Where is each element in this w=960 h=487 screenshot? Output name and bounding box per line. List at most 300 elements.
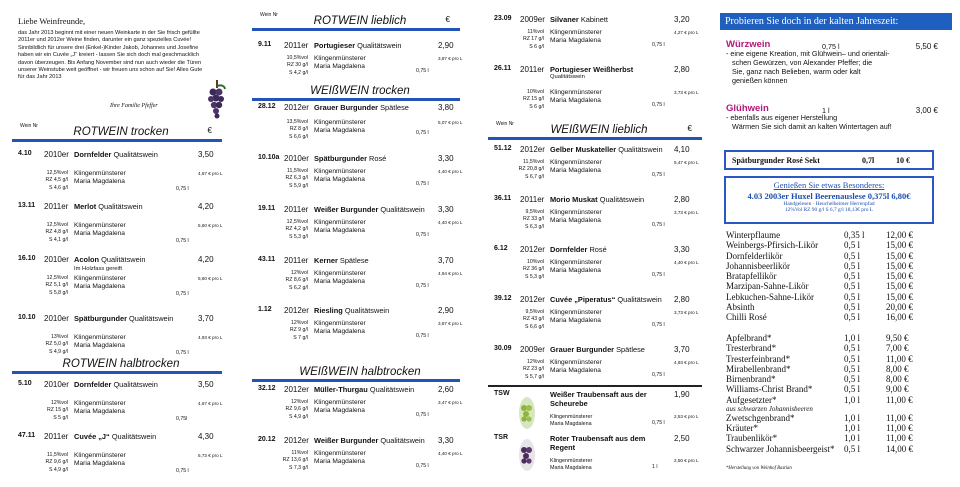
wine-year: 2010er [44, 150, 69, 159]
special-line [726, 191, 932, 201]
liqueur-qty: 0,5 l [844, 260, 861, 271]
wine-nr: 10.10 [18, 314, 36, 321]
wine-alcohol: 12%vol [50, 400, 68, 406]
brand-list [726, 333, 942, 454]
juice-place: Klingenmünsterer [550, 458, 593, 464]
wine-site: Maria Magdalena [550, 96, 601, 104]
wine-site: Maria Magdalena [74, 282, 125, 290]
wine-item [252, 385, 468, 435]
wine-specs [256, 270, 308, 292]
sekt-qty: 0,7l [862, 156, 875, 165]
wine-site: Maria Magdalena [550, 166, 601, 174]
wine-item [252, 436, 468, 486]
liqueur-qty: 0,5 l [844, 281, 861, 292]
wine-quality: Qualitätswein [344, 306, 390, 315]
wine-price: 3,30 [674, 245, 690, 254]
juice-origin [550, 458, 592, 471]
section-rule [12, 371, 222, 374]
wine-rz: RZ 5,1 g/l [45, 282, 68, 289]
wine-origin [550, 159, 602, 174]
wine-nr: 51.12 [494, 145, 512, 152]
wine-item [488, 15, 710, 65]
wine-price: 4,30 [198, 432, 214, 441]
column-4 [720, 0, 960, 487]
wine-specs [492, 159, 544, 181]
wine-price-per-liter: 3,87 € pro L [438, 321, 463, 326]
grapes-icon [208, 80, 226, 120]
wine-price-per-liter: 4,40 € pro L [438, 220, 463, 225]
brand-row [726, 364, 942, 374]
wine-place: Klingenmünsterer [74, 400, 126, 407]
wine-year: 2011er [284, 205, 309, 214]
wine-name: Morio Muskat [550, 195, 598, 204]
brand-price: 11,00 € [886, 412, 913, 423]
liqueur-qty: 0,5 l [844, 271, 861, 281]
brand-row [726, 354, 942, 364]
liqueur-price: 15,00 € [886, 260, 913, 271]
wine-alcohol: 10,5%vol [286, 55, 308, 61]
wine-price: 4,10 [674, 145, 690, 154]
wine-name-line [550, 65, 633, 74]
winter-header: Probieren Sie doch in der kalten Jahreszeit: [720, 13, 952, 30]
wine-year: 2011er [284, 256, 309, 265]
wine-price: 3,70 [674, 345, 690, 354]
wine-price-per-liter: 5,47 € pro L [674, 160, 699, 165]
wine-name: Spätburgunder [314, 154, 367, 163]
brand-name: Tresterfeinbrand* [726, 353, 791, 364]
wine-price-per-liter: 3,87 € pro L [438, 56, 463, 61]
wine-origin [314, 399, 366, 414]
wine-item [12, 150, 230, 200]
wine-quality: Kabinett [580, 15, 608, 24]
wine-acid: S 4,6 g/l [48, 184, 68, 191]
wine-volume: 0,75 l [176, 350, 189, 356]
wine-volume: 0,75 l [416, 232, 429, 238]
wine-alcohol: 10%vol [526, 259, 544, 265]
wine-price: 3,50 [198, 150, 214, 159]
liqueur-price: 12,00 € [886, 230, 913, 240]
wine-specs [256, 219, 308, 241]
wine-price: 3,80 [438, 103, 454, 112]
wine-specs [492, 309, 544, 331]
wine-name: Portugieser [314, 41, 356, 50]
wine-item [252, 205, 468, 255]
wine-year: 2012er [284, 436, 309, 445]
wine-name-line [550, 195, 644, 204]
wine-name-line [74, 432, 156, 441]
wine-item [488, 145, 710, 195]
liqueur-list [726, 230, 942, 322]
wine-price: 2,80 [674, 295, 690, 304]
wine-site: Maria Magdalena [74, 229, 125, 237]
wine-place: Klingenmünsterer [314, 450, 366, 457]
brand-qty: 0,5 l [844, 363, 861, 374]
wine-year: 2010er [44, 255, 69, 264]
wine-acid: S 6,6 g/l [288, 133, 308, 140]
wine-rz: RZ 6,3 g/l [285, 175, 308, 182]
wine-site: Maria Magdalena [314, 406, 365, 414]
wine-price-per-liter: 4,67 € pro L [198, 171, 223, 176]
wine-year: 2010er [44, 314, 69, 323]
juice-nr: TSW [494, 390, 510, 397]
wine-price: 3,20 [674, 15, 690, 24]
brand-row [726, 423, 942, 433]
wine-specs [16, 400, 68, 422]
wuerzwein-desc-line: schen Gewürzen, von Alexander Pfeffer; die [732, 58, 873, 67]
wine-nr: 16.10 [18, 255, 36, 262]
wine-name: Grauer Burgunder [314, 103, 379, 112]
wine-name-line [550, 245, 607, 254]
wine-place: Klingenmünsterer [550, 29, 602, 36]
wine-site: Maria Magdalena [550, 266, 601, 274]
wine-year: 2009er [520, 345, 545, 354]
wine-name-line [314, 256, 369, 265]
wine-volume: 0,75l [176, 416, 188, 422]
wine-quality: Rosé [589, 245, 607, 254]
wein-nr-label: Wein Nr [496, 121, 514, 127]
juice-origin [550, 414, 592, 427]
wine-name: Müller-Thurgau [314, 385, 368, 394]
wine-volume: 0,75 l [652, 322, 665, 328]
wine-price: 3,50 [198, 380, 214, 389]
wine-specs [492, 259, 544, 281]
wine-rz: RZ 5,0 g/l [45, 341, 68, 348]
brand-note: aus schwarzen Johannisbeeren [726, 404, 813, 413]
wine-price: 4,20 [198, 202, 214, 211]
gluehwein-price: 3,00 € [915, 106, 938, 115]
juice-site: Maria Magdalena [550, 464, 592, 471]
wein-nr-label: Wein Nr [20, 123, 38, 129]
brand-name: Birnenbrand* [726, 374, 776, 384]
wine-name-line [314, 41, 402, 50]
sekt-name: Spätburgunder Rosé Sekt [732, 156, 820, 165]
wine-acid: S 4,9 g/l [48, 348, 68, 355]
wine-nr: 1.12 [258, 306, 272, 313]
wine-price-per-liter: 4,93 € pro L [198, 335, 223, 340]
wine-name: Grauer Burgunder [550, 345, 615, 354]
brand-name: Kräuter* [726, 423, 758, 433]
wine-acid: S 4,1 g/l [48, 236, 68, 243]
wine-origin [550, 259, 602, 274]
wine-year: 2012er [520, 295, 545, 304]
intro-text: das Jahr 2013 beginnt mit einer neuen Weinkarte in der Sie frisch gefüllte 2011er und 2012er Weine finden, darunter ein ganz spezielles Cuvée! Sinnbildlich für unsere drei (Enkel-)Kinder Jakob, Johannes und Josefine haben wir ein Cuvée „J“ kreiert - lassen Sie sich doch mal geschmacklich davon überzeugen. Bis Anfang November sind nun auch wieder die Türen unserer Weinstube weit geöffnet - wir freuen uns schon auf Sie! Alles Gute für das Jahr 2013 [18, 30, 203, 81]
wine-rz: RZ 4,2 g/l [285, 226, 308, 233]
wine-alcohol: 12,5%vol [46, 170, 68, 176]
brand-price: 9,00 € [886, 384, 909, 395]
liqueur-name: Absinth [726, 301, 755, 312]
wine-nr: 19.11 [258, 205, 276, 212]
wine-subtitle: Qualitätswein [550, 74, 585, 80]
wine-alcohol: 11%vol [291, 450, 308, 456]
juice-name: Weißer Traubensaft aus der Scheurebe [550, 390, 647, 408]
wine-alcohol: 11%vol [527, 29, 544, 35]
brand-qty: 1,0 l [844, 333, 861, 343]
wine-specs [492, 209, 544, 231]
wine-price: 3,70 [198, 314, 214, 323]
wine-nr: 9.11 [258, 41, 272, 48]
wine-name: Spätburgunder [74, 314, 127, 323]
wine-acid: S 5,3 g/l [288, 233, 308, 240]
wine-acid: S 6 g/l [529, 43, 544, 50]
juice-price: 1,90 [674, 390, 690, 399]
wine-site: Maria Magdalena [314, 457, 365, 465]
wine-volume: 0,75 l [416, 181, 429, 187]
wine-alcohol: 10%vol [526, 89, 544, 95]
wine-specs [16, 275, 68, 297]
wine-origin [74, 452, 126, 467]
wine-origin [314, 168, 366, 183]
wine-quality: Spätlese [616, 345, 645, 354]
wuerzwein-item [726, 40, 952, 85]
wine-name-line [550, 295, 662, 304]
liqueur-name: Lebkuchen-Sahne-Likör [726, 291, 814, 302]
wine-specs [16, 452, 68, 474]
wine-name-line [550, 15, 608, 24]
wine-item [12, 314, 230, 364]
wine-volume: 0,75 l [416, 333, 429, 339]
wine-name: Portugieser Weißherbst [550, 65, 634, 74]
juice-volume: 1 l [652, 464, 658, 470]
section-title: WEIßWEIN halbtrocken [299, 366, 421, 378]
wine-nr: 28.12 [258, 103, 276, 110]
wine-volume: 0,75 l [176, 291, 189, 297]
liqueur-qty: 0,35 l [844, 230, 865, 240]
wine-price: 2,90 [438, 41, 454, 50]
wein-nr-label: Wein Nr [260, 12, 278, 18]
wine-rz: RZ 36 g/l [522, 266, 544, 273]
wine-volume: 0,75 l [176, 468, 189, 474]
wine-volume: 0,75 l [416, 68, 429, 74]
special-sub: 12%Vol RZ 90 g/l S 6,7 g/l 18,13€ pro L [784, 207, 874, 213]
liqueur-qty: 0,5 l [844, 312, 861, 322]
wine-item [488, 65, 710, 115]
wine-place: Klingenmünsterer [314, 399, 366, 406]
juice-nr: TSR [494, 434, 508, 441]
brand-price: 11,00 € [886, 353, 913, 364]
wine-place: Klingenmünsterer [314, 320, 366, 327]
wine-price-per-liter: 3,73 € pro L [674, 310, 699, 315]
wine-specs [16, 222, 68, 244]
column-1 [12, 0, 230, 487]
wine-rz: RZ 4,8 g/l [45, 229, 68, 236]
wine-origin [314, 320, 366, 335]
wine-item [488, 195, 710, 245]
section-title: ROTWEIN trocken [73, 126, 169, 138]
brand-name: Schwarzer Johannisbeergeist* [726, 443, 835, 454]
wine-nr: 10.10a [258, 154, 280, 161]
brand-qty: 0,5 l [844, 384, 861, 395]
wine-year: 2011er [520, 195, 545, 204]
wine-name: Merlot [74, 202, 97, 211]
wine-price-per-liter: 3,47 € pro L [438, 400, 463, 405]
wine-rz: RZ 23 g/l [522, 366, 544, 373]
wine-nr: 6.12 [494, 245, 508, 252]
wine-rz: RZ 33 g/l [522, 216, 544, 223]
liqueur-row [726, 240, 942, 250]
liqueur-price: 15,00 € [886, 291, 913, 302]
wine-origin [74, 334, 126, 349]
wine-acid: S 6,6 g/l [524, 323, 544, 330]
wine-place: Klingenmünsterer [314, 119, 366, 126]
wine-quality: Spätlese [380, 103, 409, 112]
liqueur-price: 16,00 € [886, 312, 913, 322]
wine-origin [314, 119, 366, 134]
wine-year: 2011er [44, 202, 69, 211]
brand-row [726, 374, 942, 384]
wine-volume: 0,75 l [652, 222, 665, 228]
brand-price: 11,00 € [886, 423, 913, 433]
divider [488, 385, 702, 387]
wine-origin [314, 270, 366, 285]
wine-name-line [314, 103, 409, 112]
wine-year: 2009er [520, 15, 545, 24]
wine-alcohol: 11,5%vol [287, 168, 308, 174]
wine-price-per-liter: 5,60 € pro L [198, 223, 223, 228]
wine-site: Maria Magdalena [314, 126, 365, 134]
euro-label: € [207, 126, 212, 135]
liqueur-row [726, 312, 942, 322]
wine-name-line [74, 150, 158, 159]
wine-acid: S 5,7 g/l [524, 373, 544, 380]
wine-item [252, 256, 468, 306]
wine-acid: S 5 g/l [53, 414, 68, 421]
wine-site: Maria Magdalena [74, 177, 125, 185]
wine-site: Maria Magdalena [550, 36, 601, 44]
wine-nr: 23.09 [494, 15, 512, 22]
wine-rz: RZ 15 g/l [522, 96, 544, 103]
wine-place: Klingenmünsterer [550, 159, 602, 166]
wine-quality: Qualitätswein [380, 205, 425, 214]
liqueur-price: 15,00 € [886, 250, 913, 261]
wine-nr: 39.12 [494, 295, 512, 302]
special-price: 6,80€ [891, 191, 911, 201]
wine-specs [256, 320, 308, 342]
wine-quality: Qualitätswein [111, 432, 157, 441]
wine-alcohol: 12,5%vol [286, 219, 308, 225]
wine-acid: S 6,7 g/l [524, 173, 544, 180]
wine-name-line [314, 385, 414, 394]
wine-alcohol: 9,5%vol [525, 309, 544, 315]
wine-place: Klingenmünsterer [314, 270, 366, 277]
wine-site: Maria Magdalena [314, 175, 365, 183]
liqueur-price: 15,00 € [886, 271, 913, 281]
wine-name-line [74, 380, 158, 389]
brand-name: Traubenlikör* [726, 433, 778, 444]
wine-quality: Qualitätswein [113, 150, 158, 159]
wine-rz: RZ 43 g/l [522, 316, 544, 323]
juice-price: 2,50 [674, 434, 690, 443]
section-title: WEIßWEIN lieblich [550, 124, 648, 136]
wine-rz: RZ 13,6 g/l [282, 457, 308, 464]
intro-heading: Liebe Weinfreunde, [18, 16, 86, 26]
wine-year: 2011er [520, 65, 545, 74]
liqueur-name: Dornfelderlikör [726, 250, 783, 261]
footnote: *Herstellung von Weinhof Bastian [726, 466, 792, 471]
wine-origin [550, 29, 602, 44]
brand-qty: 0,5 l [844, 353, 861, 364]
wine-name-line [74, 314, 173, 323]
wine-rz: RZ 9,6 g/l [45, 459, 68, 466]
section-title: ROTWEIN lieblich [313, 15, 407, 27]
wine-alcohol: 12%vol [290, 399, 308, 405]
liqueur-row [726, 302, 942, 312]
wine-place: Klingenmünsterer [550, 209, 602, 216]
wine-name: Cuvée „Piperatus“ [550, 295, 616, 304]
brand-price: 7,00 € [886, 343, 909, 354]
liqueur-qty: 0,5 l [844, 240, 861, 251]
wine-price-per-liter: 5,73 € pro L [198, 453, 223, 458]
wine-item [252, 306, 468, 356]
wine-price: 3,70 [438, 256, 454, 265]
brand-price: 9,50 € [886, 333, 909, 343]
euro-label: € [687, 124, 692, 133]
wine-alcohol: 12%vol [290, 270, 308, 276]
brand-qty: 0,5 l [844, 343, 861, 354]
wine-specs [256, 399, 308, 421]
wine-nr: 43.11 [258, 256, 276, 263]
wine-site: Maria Magdalena [314, 327, 365, 335]
wine-item [12, 432, 230, 482]
wine-quality: Spätlese [339, 256, 369, 265]
wine-volume: 0,75 l [652, 102, 665, 108]
wine-quality: Qualitätswein [380, 436, 425, 445]
wine-rz: RZ 30 g/l [286, 62, 308, 69]
wine-place: Klingenmünsterer [314, 168, 366, 175]
wine-origin [314, 55, 366, 70]
wine-price: 2,80 [674, 65, 690, 74]
wuerzwein-qty: 0,75 l [822, 42, 840, 51]
wine-price-per-liter: 3,73 € pro L [674, 90, 699, 95]
wine-volume: 0,75 l [176, 186, 189, 192]
wine-item [12, 202, 230, 252]
liqueur-row [726, 230, 942, 240]
wine-price-per-liter: 3,73 € pro L [674, 210, 699, 215]
wine-volume: 0,75 l [176, 238, 189, 244]
wine-price: 2,90 [438, 306, 454, 315]
wine-subtitle: Im Holzfass gereift [74, 266, 122, 272]
brand-qty: 0,5 l [844, 374, 861, 384]
gluehwein-item [726, 104, 952, 131]
brand-qty: 1,0 l [844, 433, 861, 444]
liqueur-qty: 0,5 l [844, 291, 861, 302]
wine-item [488, 295, 710, 345]
wine-place: Klingenmünsterer [314, 55, 366, 62]
wine-volume: 0,75 l [416, 463, 429, 469]
wine-volume: 0,75 l [652, 272, 665, 278]
wine-name-line [314, 154, 386, 163]
wine-alcohol: 12%vol [290, 320, 308, 326]
wine-name: Cuvée „J“ [74, 432, 110, 441]
section-rule [252, 379, 460, 382]
wine-nr: 13.11 [18, 202, 36, 209]
wine-site: Maria Magdalena [74, 459, 125, 467]
wine-year: 2011er [284, 41, 309, 50]
wine-year: 2012er [520, 145, 545, 154]
juice-price-per-liter: 2,53 € pro L [674, 414, 699, 419]
brand-name: Mirabellenbrand* [726, 363, 791, 374]
section-rule [252, 28, 460, 31]
wine-year: 2012er [520, 245, 545, 254]
wine-quality: Qualitätswein [129, 314, 174, 323]
wine-origin [314, 219, 366, 234]
section-rule [12, 139, 222, 142]
wine-name-line [74, 202, 143, 211]
gluehwein-desc-line: - ebenfalls aus eigener Herstellung [726, 113, 838, 122]
liqueur-name: Marzipan-Sahne-Likör [726, 281, 809, 292]
wine-item [252, 154, 468, 204]
liqueur-qty: 0,5 l [844, 301, 861, 312]
wine-origin [550, 359, 602, 374]
